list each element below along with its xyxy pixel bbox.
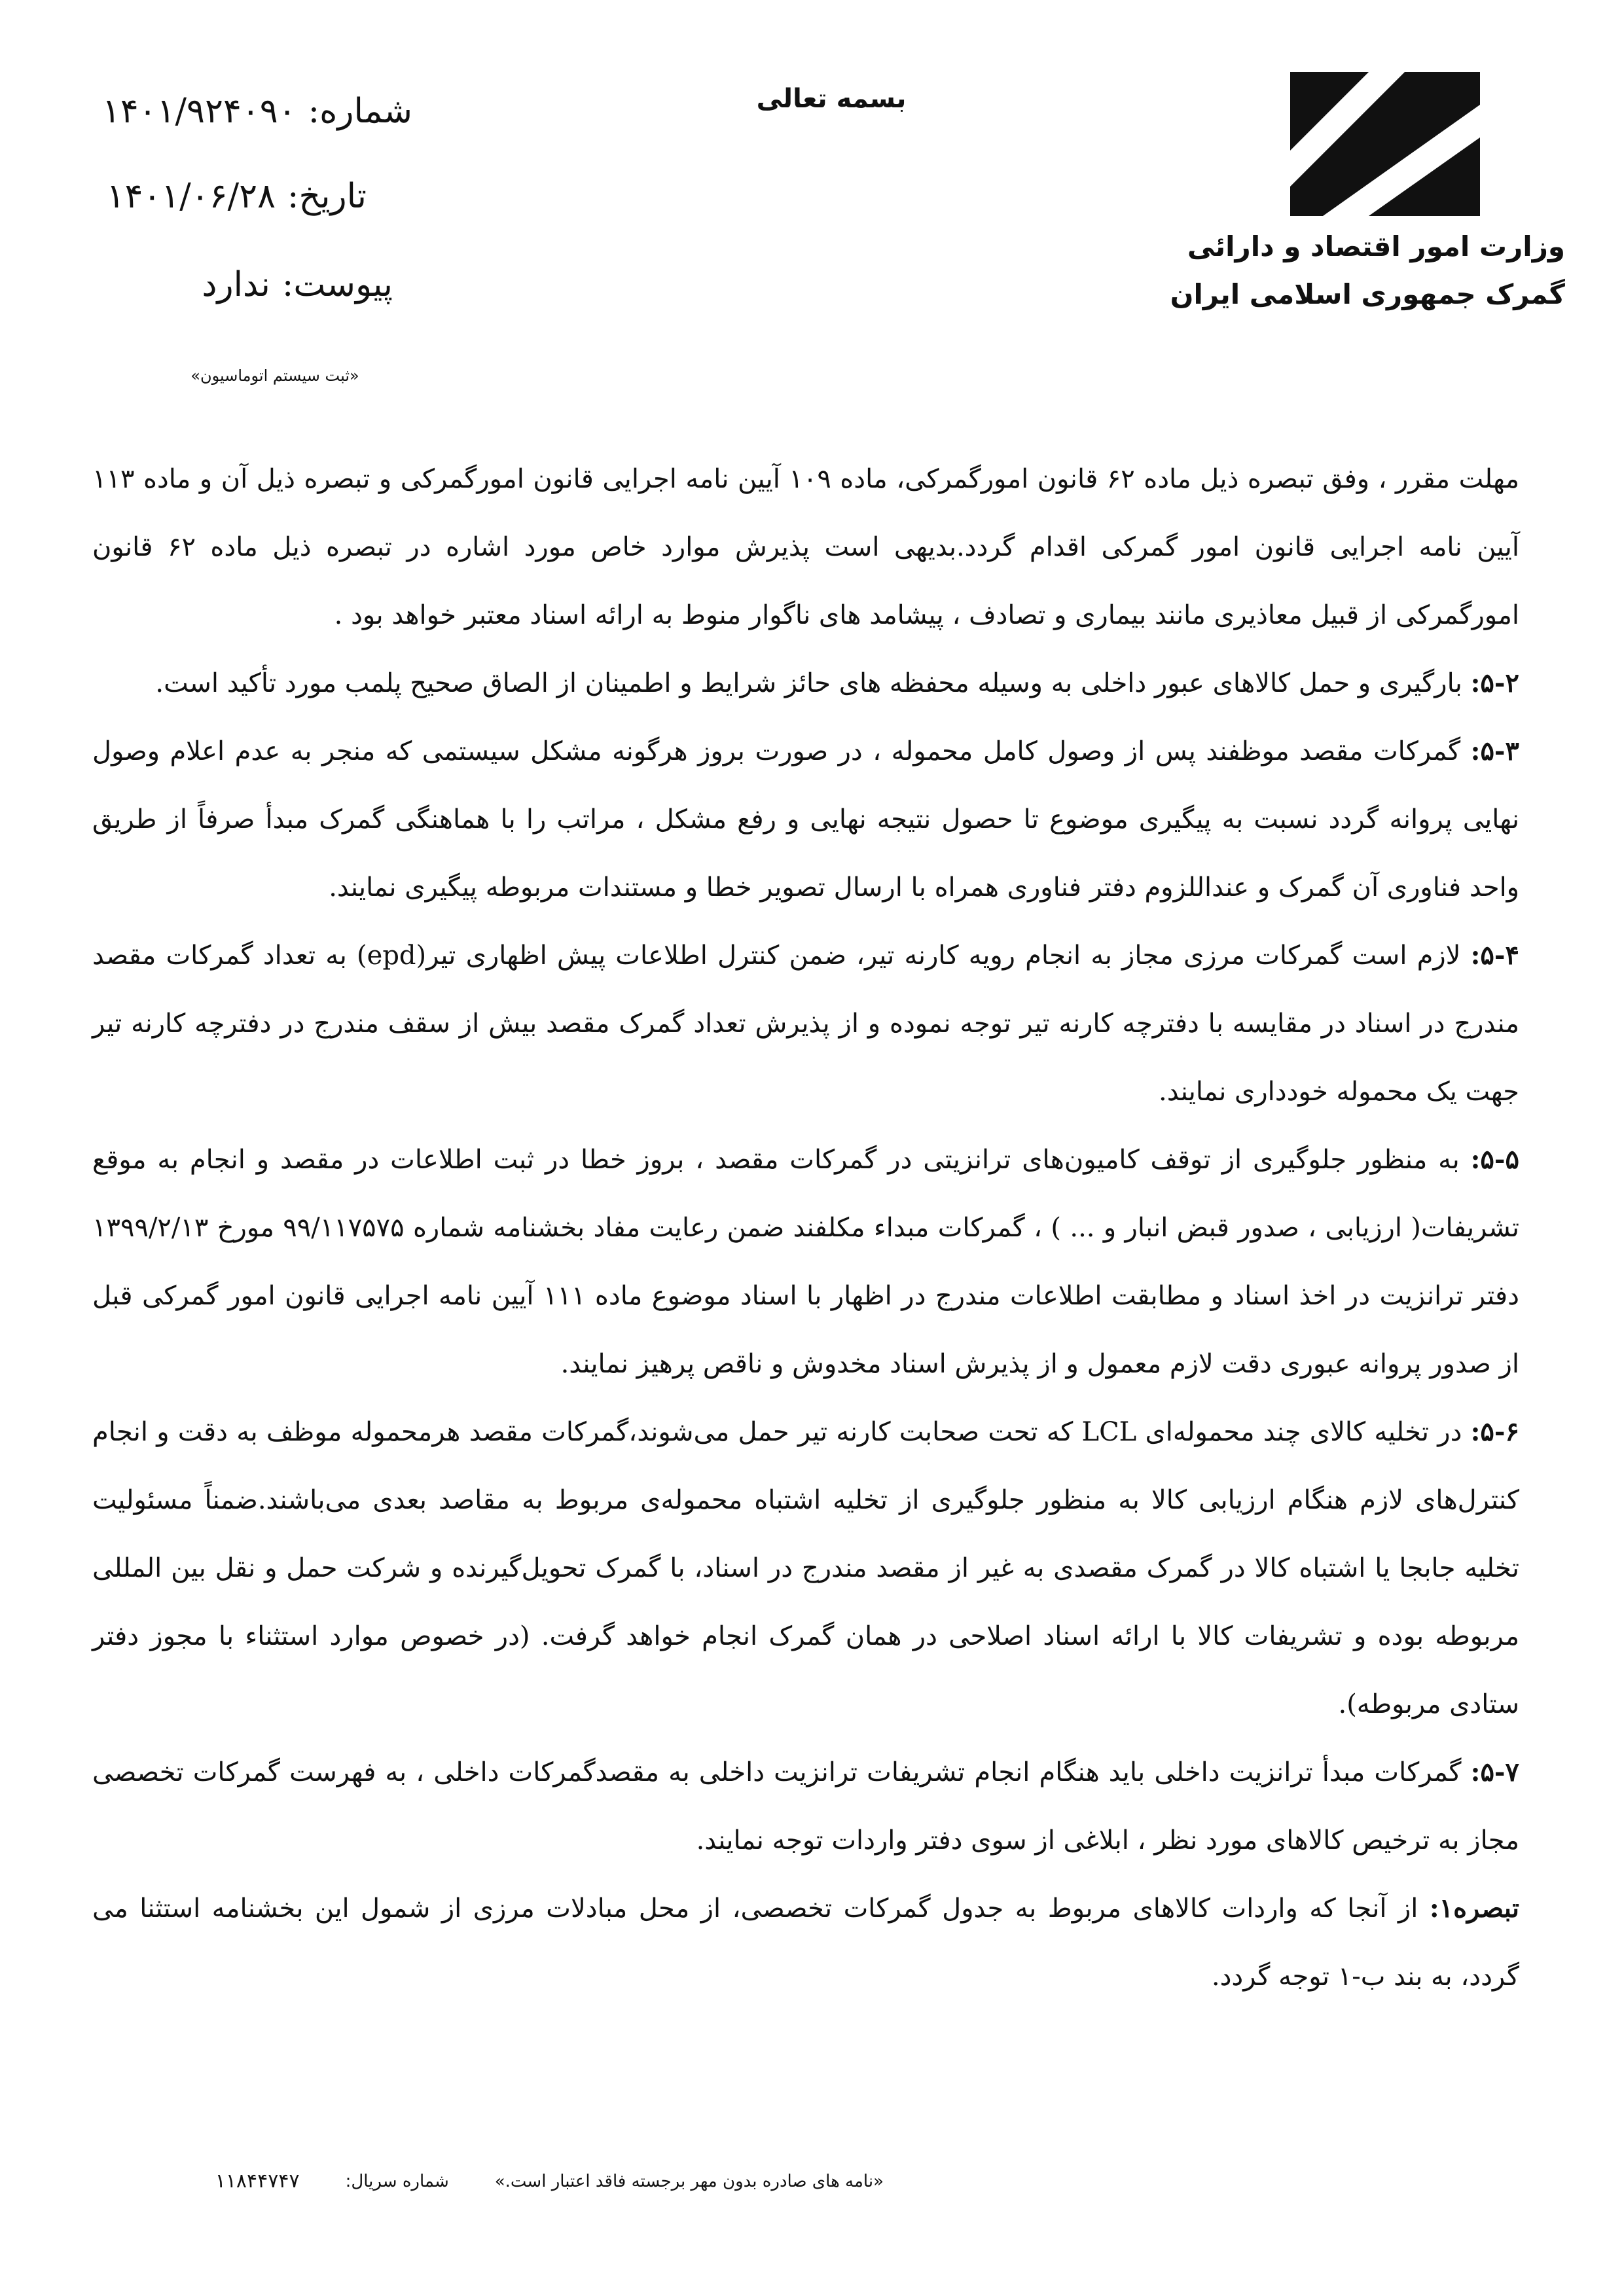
item-number: ۵-۶: xyxy=(1470,1416,1519,1447)
attachment-value: ندارد xyxy=(202,265,270,304)
item-text: به منظور جلوگیری از توقف کامیون‌های ترانزیتی در گمرکات مقصد ، بروز خطا در ثبت اطلاعات در مقصد و انجام به موقع تشریفات( ارزیابی ، صدور قبض انبار و ... ) ، گمرکات مبداء مکلفند ضمن رعایت مفاد بخشنامه شماره ۹۹/۱۱۷۵۷۵ مورخ ۱۳۹۹/۲/۱۳ دفتر ترانزیت در اخذ اسناد و مطابقت اطلاعات مندرج در اظهار با اسناد موضوع ماده ۱۱۱ آیین نامه اجرایی قانون امور گمرکی قبل از صدور پروانه عبوری دقت لازم معمول و از پذیرش اسناد مخدوش و ناقص پرهیز نمایند. xyxy=(92,1145,1519,1379)
footer xyxy=(164,2170,884,2193)
item-paragraph xyxy=(92,1398,1519,1738)
item-paragraph xyxy=(92,717,1519,922)
item-text: گمرکات مقصد موظفند پس از وصول کامل محموله ، در صورت بروز هرگونه مشکل سیستمی که منجر به عدم اعلام وصول نهایی پروانه گردد نسبت به پیگیری موضوع تا حصول نتیجه نهایی و رفع مشکل ، مراتب را با هماهنگی گمرک مبدأ صرفاً از طریق واحد فناوری آن گمرک و عنداللزوم دفتر فناوری همراه با ارسال تصویر خطا و مستندات مربوطه پیگیری نمایند. xyxy=(92,736,1519,903)
item-number: ۵-۷: xyxy=(1470,1757,1520,1787)
number-value: ۱۴۰۱/۹۲۴۰۹۰ xyxy=(101,92,297,131)
item-text: گمرکات مبدأ ترانزیت داخلی باید هنگام انجام تشریفات ترانزیت داخلی به مقصدگمرکات داخلی ، به فهرست گمرکات تخصصی مجاز به ترخیص کالاهای مورد نظر ، ابلاغی از سوی دفتر واردات توجه نمایند. xyxy=(92,1757,1519,1856)
note-paragraph xyxy=(92,1874,1519,2011)
item-paragraph xyxy=(92,649,1519,717)
validity-note: «نامه های صادره بدون مهر برجسته فاقد اعتبار است.» xyxy=(494,2171,884,2191)
note-text: از آنجا که واردات کالاهای مربوط به جدول گمرکات تخصصی، از محل مبادلات مرزی از شمول این بخشنامه استثنا می گردد، به بند ب-۱ توجه گردد. xyxy=(92,1893,1519,1992)
letter-attachment xyxy=(190,265,393,304)
date-label: تاریخ: xyxy=(287,177,367,216)
item-text: در تخلیه کالای چند محموله‌ای LCL که تحت صحابت کارنه تیر حمل می‌شوند،گمرکات مقصد هرمحموله موظف به دقت و انجام کنترل‌های لازم هنگام ارزیابی کالا به منظور جلوگیری از تخلیه اشتباه محموله‌ی مربوط به مقاصد بعدی می‌باشند.ضمناً مسئولیت تخلیه جابجا یا اشتباه کالا در گمرک مقصدی به غیر از مقصد مندرج در اسناد، با گمرک تحویل‌گیرنده و شرکت حمل و نقل بین المللی مربوطه بوده و تشریفات کالا با ارائه اسناد اصلاحی در همان گمرک انجام خواهد گرفت. (در خصوص موارد استثناء با مجوز دفتر ستادی مربوطه). xyxy=(92,1417,1520,1719)
item-number: ۵-۵: xyxy=(1470,1144,1519,1175)
item-paragraph xyxy=(92,922,1519,1126)
attachment-label: پیوست: xyxy=(281,265,393,304)
registration-note: «ثبت سیستم اتوماسیون» xyxy=(190,367,359,385)
item-number: ۵-۳: xyxy=(1470,736,1520,766)
item-number: ۵-۲: xyxy=(1470,668,1519,698)
item-paragraph xyxy=(92,1738,1519,1874)
customs-logo xyxy=(1290,72,1480,216)
org-customs: گمرک جمهوری اسلامی ایران xyxy=(1170,278,1565,310)
serial-label: شماره سریال: xyxy=(345,2171,449,2191)
item-text: لازم است گمرکات مرزی مجاز به انجام رویه کارنه تیر، ضمن کنترل اطلاعات پیش اظهاری تیر(epd) به تعداد گمرکات مقصد مندرج در اسناد در مقایسه با دفترچه کارنه تیر توجه نموده و از پذیرش تعداد گمرک مقصد بیش از سقف مندرج در دفترچه کارنه تیر جهت یک محموله خودداری نمایند. xyxy=(92,941,1519,1107)
item-text: بارگیری و حمل کالاهای عبور داخلی به وسیله محفظه های حائز شرایط و اطمینان از الصاق صحیح پلمب مورد تأکید است. xyxy=(155,668,1462,698)
note-label: تبصره۱: xyxy=(1429,1893,1519,1924)
basmala: بسمه تعالی xyxy=(756,84,907,114)
org-ministry: وزارت امور اقتصاد و دارائی xyxy=(1187,230,1565,262)
item-number: ۵-۴: xyxy=(1470,940,1519,971)
intro-paragraph: مهلت مقرر ، وفق تبصره ذیل ماده ۶۲ قانون امورگمرکی، ماده ۱۰۹ آیین نامه اجرایی قانون امورگمرکی و تبصره ذیل آن و ماده ۱۱۳ آیین نامه اجرایی قانون امور گمرکی اقدام گردد.بدیهی است پذیرش موارد خاص مورد اشاره در تبصره ذیل ماده ۶۲ قانون امورگمرکی از قبیل معاذیری مانند بیماری و تصادف ، پیشامد های ناگوار منوط به ارائه اسناد معتبر خواهد بود . xyxy=(92,464,1519,630)
letter-body xyxy=(92,445,1519,2011)
letter-date xyxy=(105,177,367,216)
number-label: شماره: xyxy=(308,92,412,131)
letter-number xyxy=(101,92,412,131)
item-paragraph xyxy=(92,1126,1519,1398)
serial-value: ۱۱۸۴۴۷۴۷ xyxy=(215,2170,300,2193)
date-value: ۱۴۰۱/۰۶/۲۸ xyxy=(106,177,276,216)
